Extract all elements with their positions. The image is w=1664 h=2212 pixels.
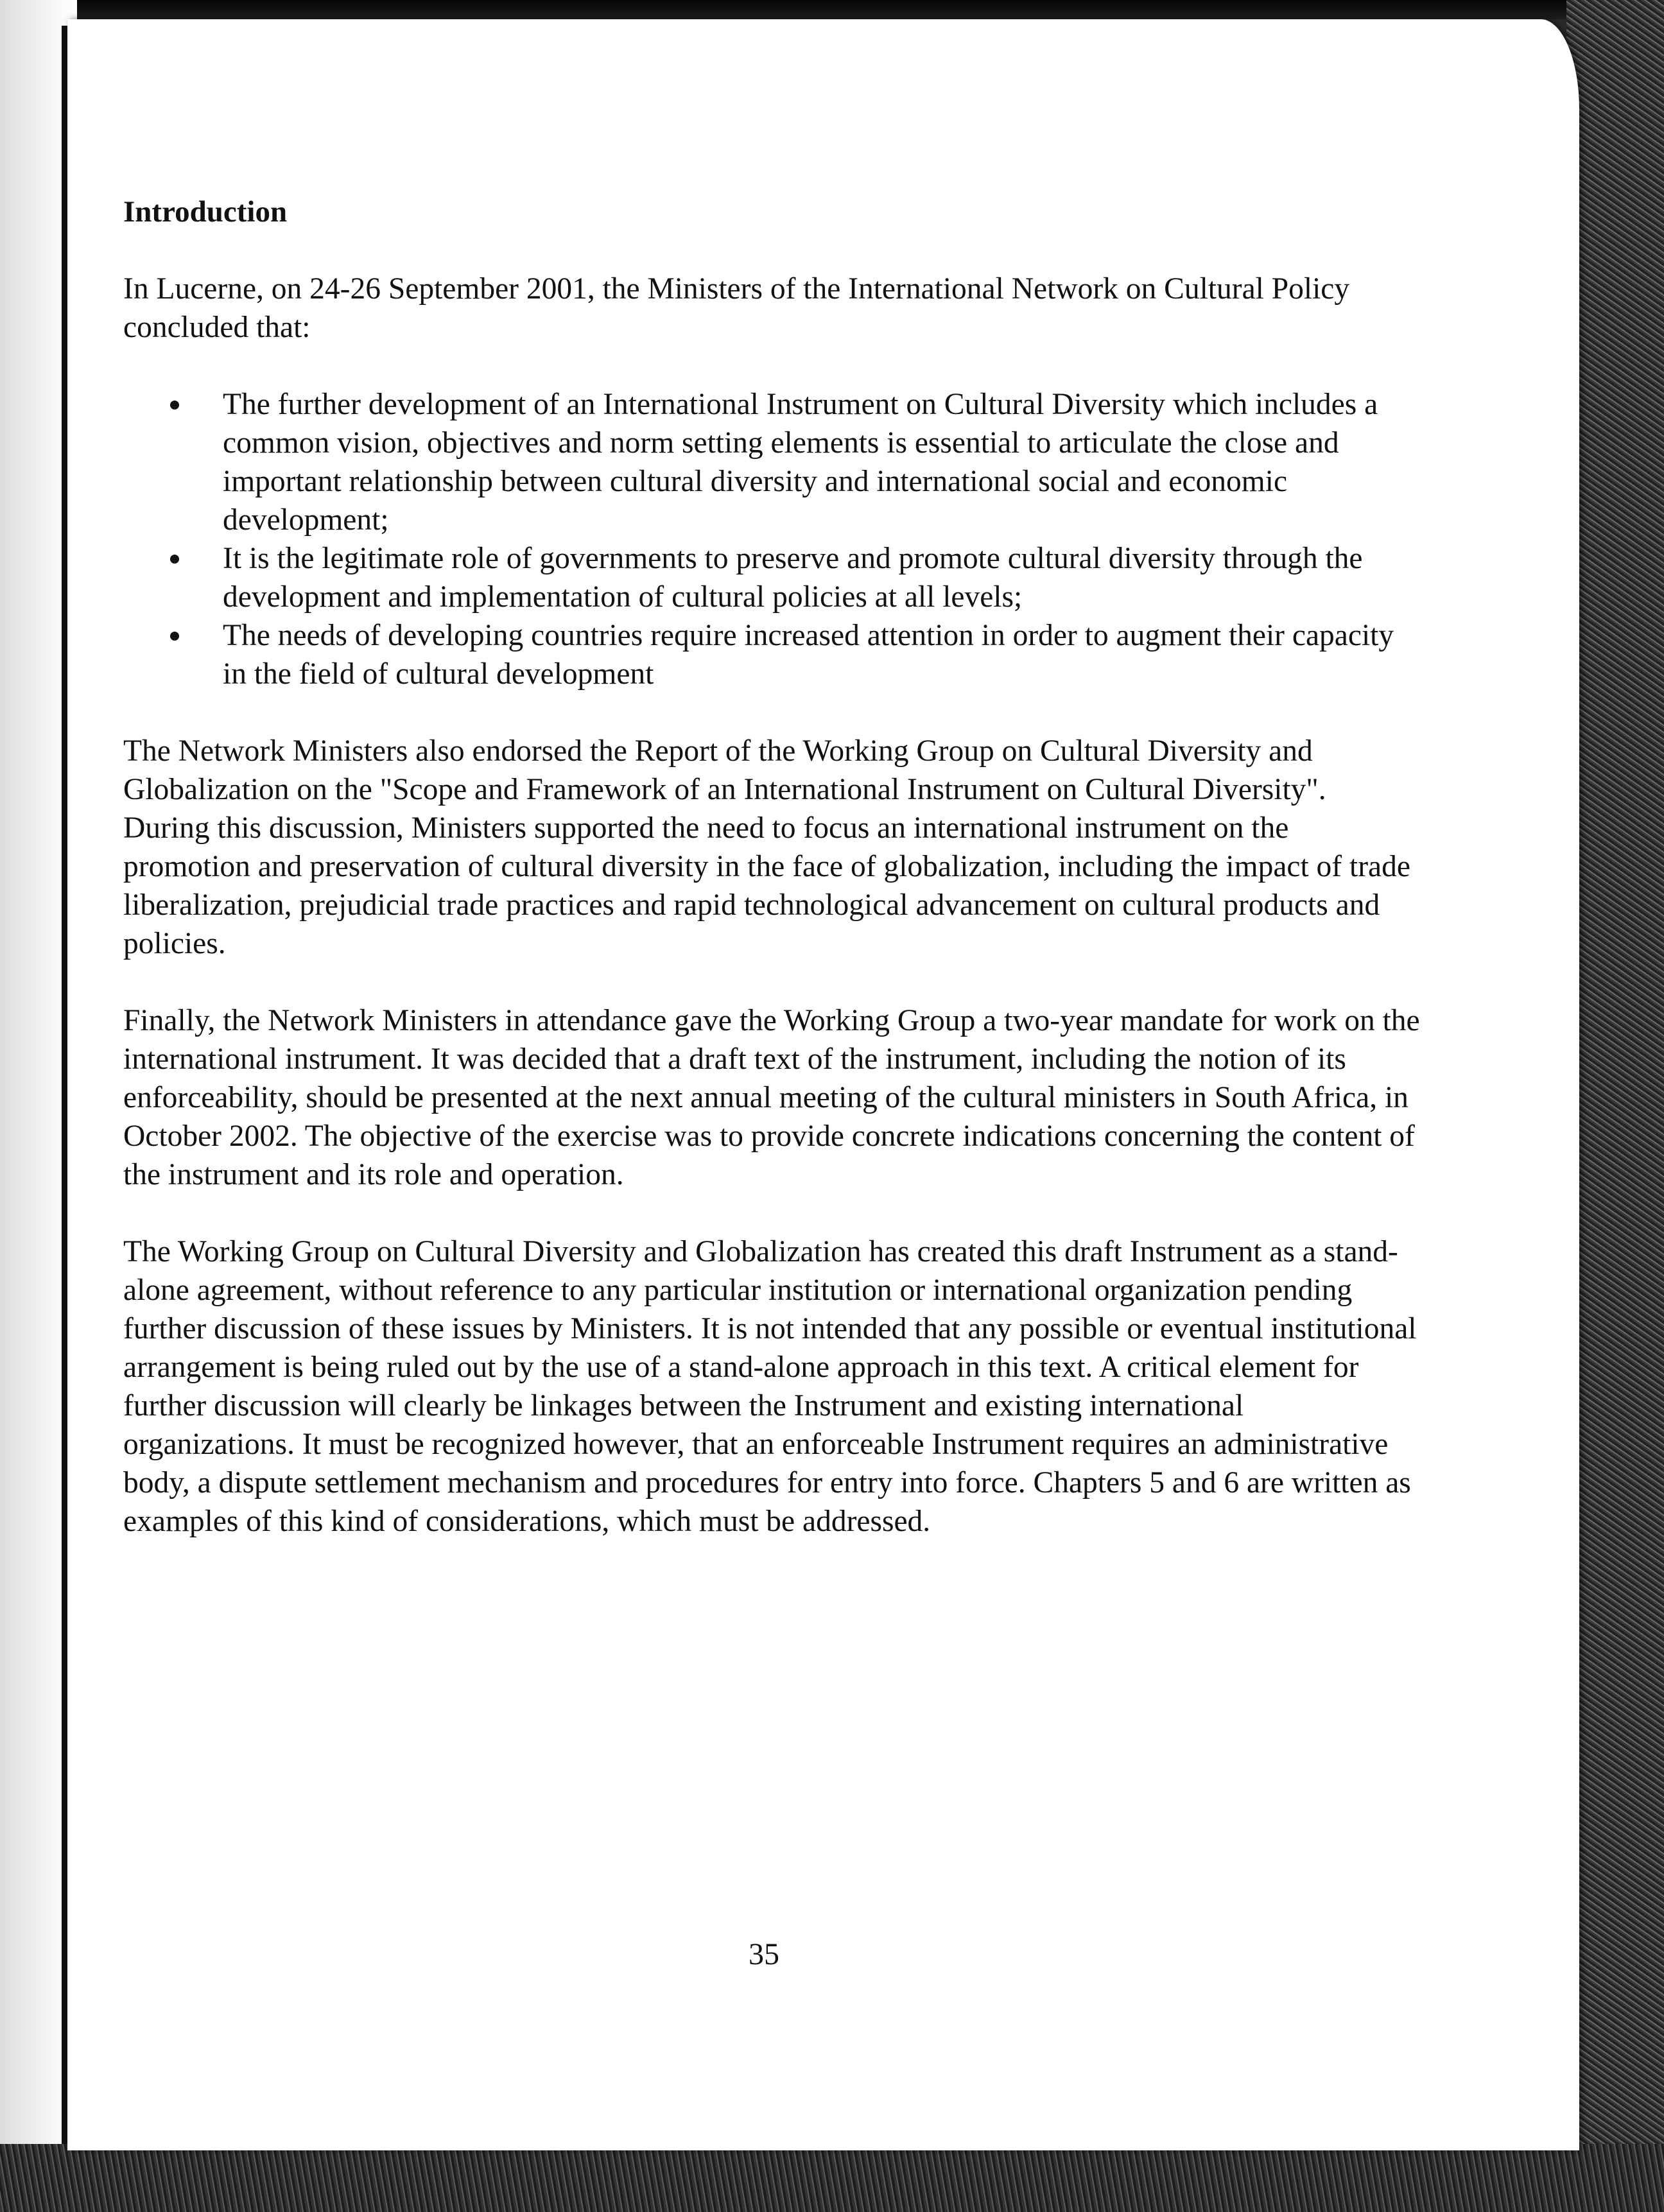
scan-bottom-border (0, 2144, 1664, 2212)
list-item: The needs of developing countries require increased attention in order to augment their capacity in the field of cultural development (223, 616, 1420, 693)
section-heading: Introduction (123, 195, 288, 229)
list-item: It is the legitimate role of governments to preserve and promote cultural diversity through the development and implementation of cultural policies at all levels; (223, 539, 1420, 616)
working-group-paragraph: The Working Group on Cultural Diversity and Globalization has created this draft Instrument as a stand-alone agreement, without reference to any particular institution or international organization pending further discussion of these issues by Ministers. It is not intended that any possible or eventual institutional arrangement is being ruled out by the use of a stand-alone approach in this text. A critical element for further discussion will clearly be linkages between the Instrument and existing international organizations. It must be recognized however, that an enforceable Instrument requires an administrative body, a dispute settlement mechanism and procedures for entry into force. Chapters 5 and 6 are written as examples of this kind of considerations, which must be addressed. (123, 1235, 1417, 1538)
scan-right-border (1566, 0, 1664, 2212)
conclusions-list (123, 385, 1420, 693)
page-number: 35 (749, 1937, 779, 1971)
mandate-paragraph: Finally, the Network Ministers in attendance gave the Working Group a two-year mandate for work on the international instrument. It was decided that a draft text of the instrument, including the notion of its enforceability, should be presented at the next annual meeting of the cultural ministers in South Africa, in October 2002. The objective of the exercise was to provide concrete indications concerning the content of the instrument and its role and operation. (123, 1004, 1420, 1191)
binding-edge-line (62, 26, 67, 2144)
scan-top-border (0, 0, 1664, 19)
list-item: The further development of an International Instrument on Cultural Diversity which includes a common vision, objectives and norm setting elements is essential to articulate the close and important relationship between cultural diversity and international social and economic development; (223, 385, 1420, 539)
document-body (123, 193, 1420, 1579)
endorsement-paragraph: The Network Ministers also endorsed the Report of the Working Group on Cultural Diversity and Globalization on the "Scope and Framework of an International Instrument on Cultural Diversity". During this discussion, Ministers supported the need to focus an international instrument on the promotion and preservation of cultural diversity in the face of globalization, including the impact of trade liberalization, prejudicial trade practices and rapid technological advancement on cultural products and policies. (123, 734, 1410, 960)
intro-paragraph: In Lucerne, on 24-26 September 2001, the Ministers of the International Network on Cultural Policy concluded that: (123, 272, 1350, 344)
